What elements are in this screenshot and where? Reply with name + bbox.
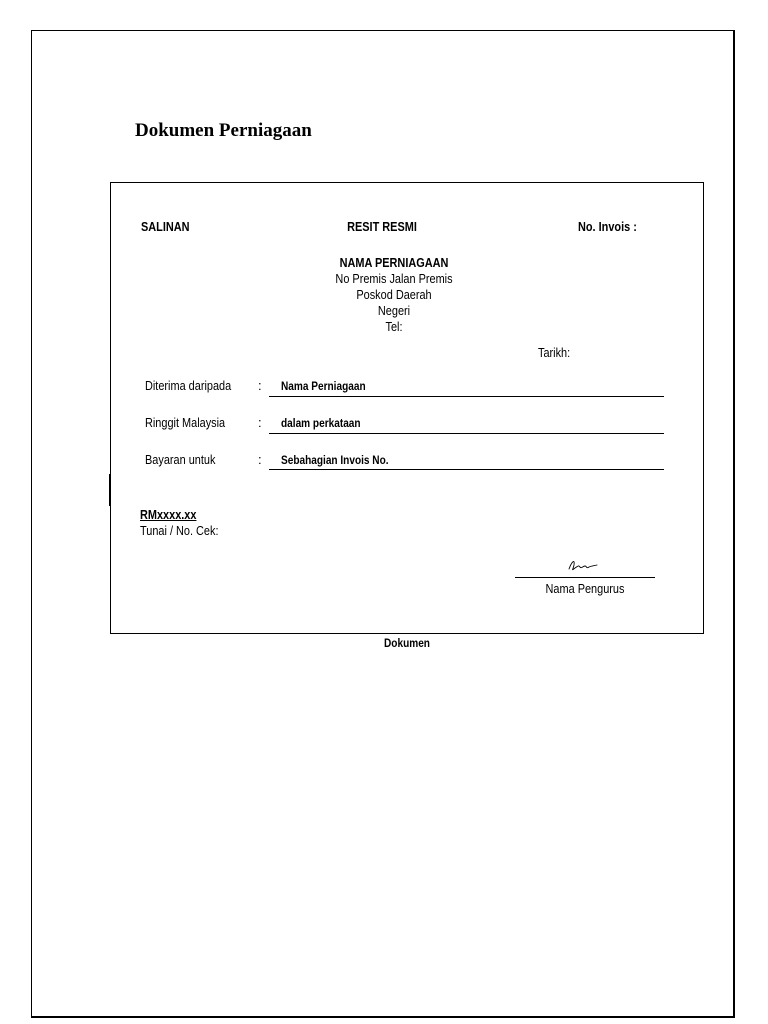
field-underline bbox=[269, 396, 664, 397]
margin-mark bbox=[109, 474, 110, 506]
address-line: No Premis Jalan Premis bbox=[335, 271, 453, 286]
date-label: Tarikh: bbox=[538, 345, 571, 360]
signature-icon bbox=[566, 557, 600, 573]
field-separator: : bbox=[258, 378, 262, 393]
address-line: Negeri bbox=[377, 303, 411, 318]
field-separator: : bbox=[258, 415, 262, 430]
field-label-ringgit: Ringgit Malaysia bbox=[145, 415, 226, 430]
address-line: Poskod Daerah bbox=[356, 287, 432, 302]
field-separator: : bbox=[258, 452, 262, 467]
field-value-received-from: Nama Perniagaan bbox=[281, 379, 366, 393]
field-underline bbox=[269, 433, 664, 434]
copy-label: SALINAN bbox=[141, 219, 190, 234]
signatory-name: Nama Pengurus bbox=[545, 581, 625, 596]
receipt-box bbox=[110, 182, 704, 634]
amount: RMxxxx.xx bbox=[140, 507, 197, 522]
field-label-received-from: Diterima daripada bbox=[145, 378, 232, 393]
payment-method-label: Tunai / No. Cek: bbox=[140, 523, 219, 538]
field-label-payment-for: Bayaran untuk bbox=[145, 452, 216, 467]
invoice-number-label: No. Invois : bbox=[578, 219, 637, 234]
page-title: Dokumen Perniagaan bbox=[135, 120, 312, 141]
business-info bbox=[335, 255, 452, 335]
receipt-title: RESIT RESMI bbox=[347, 219, 417, 234]
field-underline bbox=[269, 469, 664, 470]
field-value-ringgit: dalam perkataan bbox=[281, 416, 361, 430]
phone-label: Tel: bbox=[385, 319, 403, 334]
field-value-payment-for: Sebahagian Invois No. bbox=[281, 453, 389, 467]
business-name: NAMA PERNIAGAAN bbox=[339, 255, 449, 270]
signature-line bbox=[515, 577, 655, 578]
figure-caption: Dokumen bbox=[384, 636, 430, 650]
